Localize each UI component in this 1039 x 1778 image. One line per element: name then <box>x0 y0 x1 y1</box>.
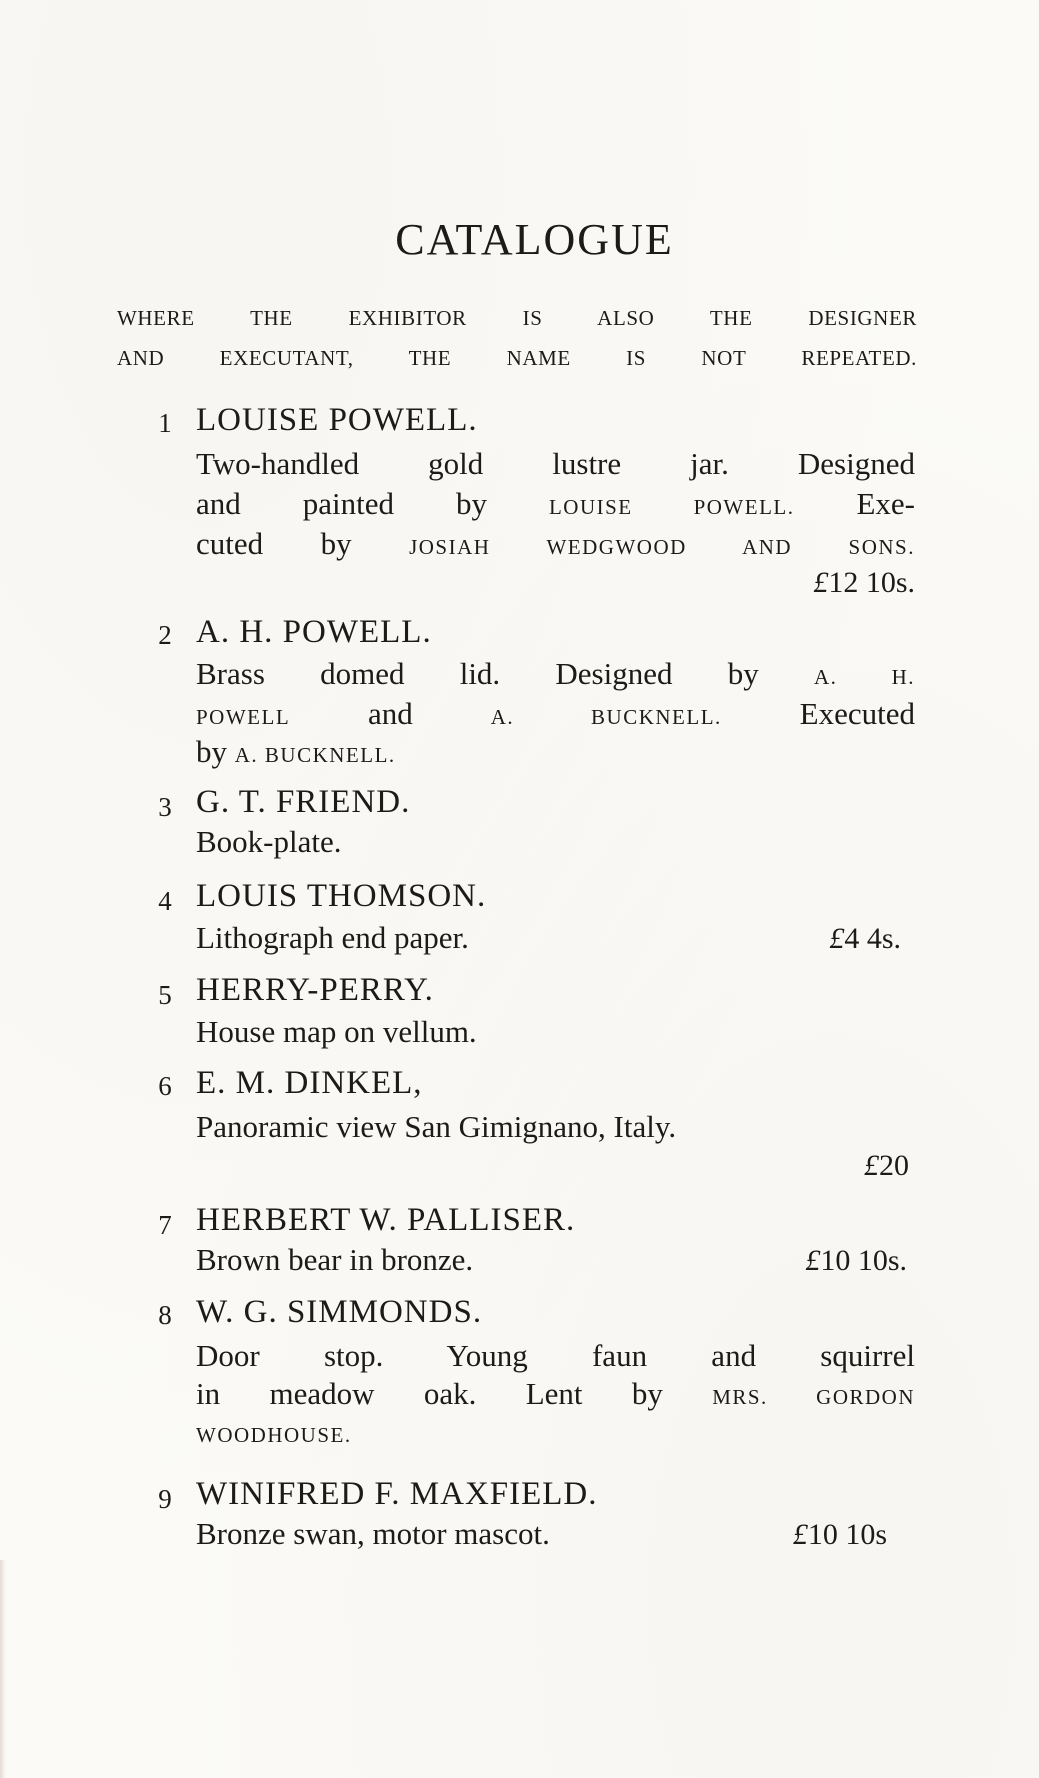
designer-name: POWELL <box>196 705 291 729</box>
entry-description-line <box>196 734 915 770</box>
description-text: cuted by <box>196 526 410 561</box>
price-amount: 4 4s. <box>844 922 901 955</box>
page-edge-shadow <box>0 1560 6 1778</box>
entry-description-line <box>196 656 915 692</box>
entry-price <box>829 922 901 956</box>
description-text: Bronze swan, motor mascot. <box>196 1516 550 1551</box>
entry-description-line <box>196 526 915 562</box>
exhibitor-name: WINIFRED F. MAXFIELD. <box>196 1476 598 1512</box>
designer-name: LOUISE POWELL. <box>548 495 795 519</box>
entry-price <box>793 1518 887 1552</box>
entry-price <box>813 566 915 600</box>
lender-name: WOODHOUSE. <box>196 1423 352 1447</box>
entry-description-line <box>196 824 915 860</box>
entry-number: 5 <box>158 980 172 1010</box>
subheading-line-2: AND EXECUTANT, THE NAME IS NOT REPEATED. <box>117 346 917 370</box>
description-text: and painted by <box>196 486 549 521</box>
entry-price <box>864 1149 909 1183</box>
pound-sign: £ <box>805 1244 821 1277</box>
entry-number: 2 <box>158 620 172 650</box>
entry-description-line <box>196 446 915 482</box>
price-amount: 10 10s. <box>820 1244 907 1277</box>
pound-sign: £ <box>792 1518 808 1551</box>
description-text: Brown bear in bronze. <box>196 1242 474 1277</box>
entry-price <box>805 1244 907 1278</box>
exhibitor-name: G. T. FRIEND. <box>196 784 411 820</box>
entry-number: 3 <box>158 792 172 822</box>
exhibitor-name: HERBERT W. PALLISER. <box>196 1202 576 1238</box>
entry-description-line <box>196 1376 915 1412</box>
description-text: Panoramic view San Gimignano, Italy. <box>196 1109 677 1144</box>
entry-number: 8 <box>158 1300 172 1330</box>
designer-name: A. H. <box>813 665 915 689</box>
exhibitor-name: HERRY-PERRY. <box>196 972 434 1008</box>
description-text: Lithograph end paper. <box>196 920 469 955</box>
entry-description-line <box>196 920 915 956</box>
entry-description-line <box>196 1109 915 1145</box>
price-amount: 10 10s <box>807 1518 887 1551</box>
price-amount: 12 10s. <box>828 566 915 599</box>
description-text: Book-plate. <box>196 824 342 859</box>
exhibitor-name: A. H. POWELL. <box>196 614 432 650</box>
price-amount: 20 <box>879 1149 909 1182</box>
entry-number: 9 <box>158 1484 172 1514</box>
subheading-line-1: WHERE THE EXHIBITOR IS ALSO THE DESIGNER <box>117 306 917 330</box>
entry-number: 4 <box>158 886 172 916</box>
exhibitor-name: LOUISE POWELL. <box>196 402 478 438</box>
pound-sign: £ <box>813 566 829 599</box>
description-text: Two-handled gold lustre jar. Designed <box>196 446 915 481</box>
entry-number: 1 <box>158 408 172 438</box>
entry-number: 6 <box>158 1071 172 1101</box>
description-text: in meadow oak. Lent by <box>196 1376 713 1411</box>
executant-name: JOSIAH WEDGWOOD AND SONS. <box>409 535 915 559</box>
exhibitor-name: E. M. DINKEL, <box>196 1065 423 1101</box>
entry-description-line <box>196 1338 915 1374</box>
description-text: Exe- <box>794 486 915 521</box>
entry-description-line <box>196 1014 915 1050</box>
pound-sign: £ <box>864 1149 879 1182</box>
page-title: CATALOGUE <box>395 215 674 264</box>
executant-name: A. BUCKNELL. <box>234 743 396 767</box>
entry-description-line <box>196 1414 915 1450</box>
description-text: Executed <box>721 696 916 731</box>
exhibitor-name: LOUIS THOMSON. <box>196 878 487 914</box>
description-text: Brass domed lid. Designed by <box>196 656 814 691</box>
description-text: by <box>196 734 235 769</box>
pound-sign: £ <box>829 922 845 955</box>
lender-name: MRS. GORDON <box>712 1385 915 1409</box>
exhibitor-name: W. G. SIMMONDS. <box>196 1294 483 1330</box>
description-text: and <box>290 696 491 731</box>
description-text: Door stop. Young faun and squirrel <box>196 1338 915 1373</box>
designer-name: A. BUCKNELL. <box>490 705 722 729</box>
description-text: House map on vellum. <box>196 1014 477 1049</box>
entry-number: 7 <box>158 1210 172 1240</box>
entry-description-line <box>196 486 915 522</box>
entry-description-line <box>196 696 915 732</box>
